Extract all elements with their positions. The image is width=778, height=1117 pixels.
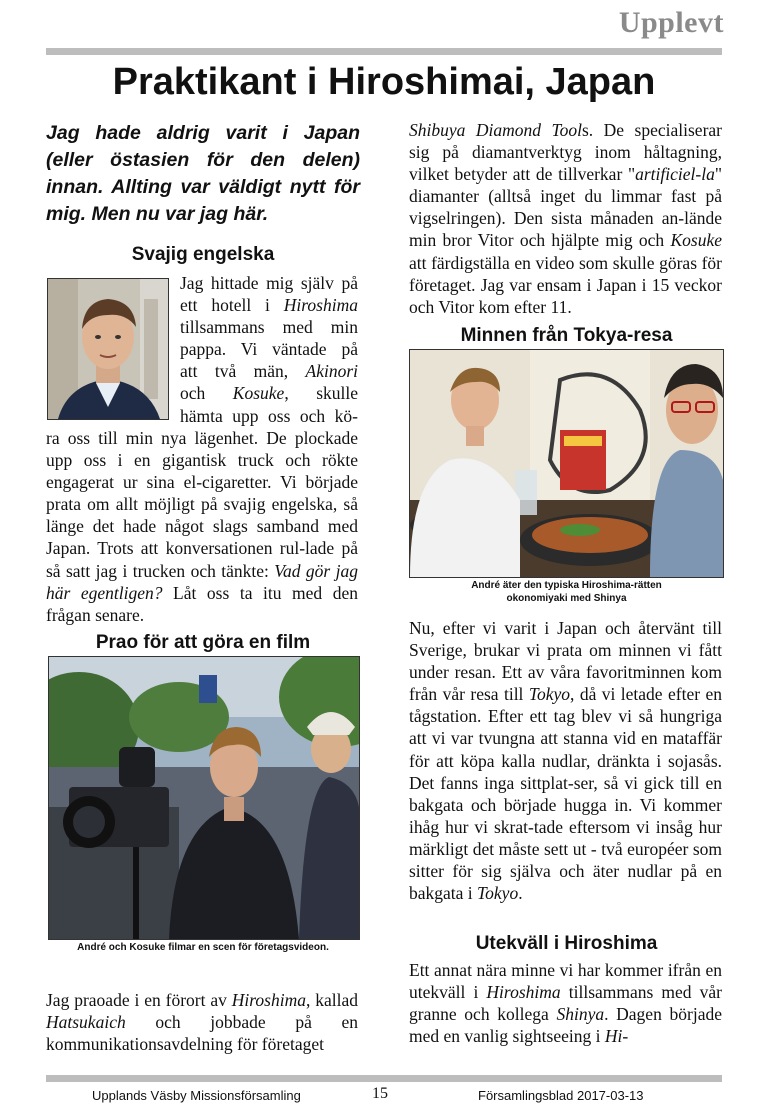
dinner-photo [409,349,724,578]
wrap-line: pappa. Vi väntade på [180,339,358,360]
footer-organization: Upplands Väsby Missionsförsamling [92,1088,301,1103]
footer-issue: Församlingsblad 2017-03-13 [478,1088,644,1103]
heading-utekvall: Utekväll i Hiroshima [475,933,658,954]
caption-line: André äter den typiska Hiroshima-rätten [471,580,662,591]
heading-minnen: Minnen från Tokya-resa [460,325,673,346]
top-rule [46,48,722,55]
bottom-rule [46,1075,722,1082]
lead-paragraph: Jag hade aldrig varit i Japan (eller östasien för den delen) innan. Allting var väldigt nytt för mig. Men nu var jag här. [46,122,360,225]
heading-prao: Prao för att göra en film [95,632,311,653]
wrap-line: tillsammans med min [180,317,358,338]
minnen-text: Nu, efter vi varit i Japan och återvänt till Sverige, brukar vi prata om minnen vi fått under resan. Ett av våra favoritminnen kom från vår resa till Tokyo, då vi letade efter en tågstation. Efter ett tag blev vi så hungriga att vi var tvungna att stanna vid en mataffär för att köpa kalla nudlar, dränkta i sojasås. Det fanns inga sittplat-ser, så vi gick till en bakgata och började hugga in. Vi kommer ihåg hur vi skrat-tade eftersom vi insåg hur märkligt det måste sett ut - två européer som sitter för sig själva och äter nudlar på en bakgata i Tokyo. [409,618,722,904]
filming-photo [48,656,360,940]
wrap-line: och Kosuke, skulle [180,383,358,404]
page-title: Praktikant i Hiroshimai, Japan [112,61,656,103]
portrait-image [48,279,168,419]
wrap-line: att två män, Akinori [180,361,358,382]
prao-text: Jag praoade i en förort av Hiroshima, kallad Hatsukaich och jobbade på en kommunikationsavdelning för företaget [46,990,358,1055]
dinner-image [410,350,723,577]
caption-prao: André och Kosuke filmar en scen för företagsvideon. [77,942,329,953]
wrap-line: hämta upp oss och kö- [180,405,358,426]
heading-svajig: Svajig engelska [131,244,275,265]
wrap-line: ett hotell i Hiroshima [180,295,358,316]
wrap-line: Jag hittade mig själv på [180,273,358,293]
caption-minnen [409,579,724,605]
col2-top-text: Shibuya Diamond Tools. De specialiserar sig på diamantverktyg inom håltagning, vilket betyder att de tillverkar "artificiel-la" diamanter (alltså inget du limmar fast på vigselringen). Den sista månaden an-lände min bror Vitor och hjälpte mig och Kosuke att färdigställa en video som skulle göras för företaget. Jag var ensam i Japan i 15 veckor och Vitor kom efter 11. [409,120,722,317]
portrait-photo [47,278,169,420]
section-tag: Upplevt [618,6,724,39]
filming-image [49,657,359,939]
svajig-wrap-text [180,272,358,427]
page-number: 15 [372,1085,388,1102]
caption-line: okonomiyaki med Shinya [506,593,627,604]
svajig-text: ra oss till min nya lägenhet. De plockade upp oss i en gigantisk truck och rökte engagerat ur sina el-cigaretter. Vi började prata om allt möjligt på svajig engelska, så länge det hade något slags samband med Japan. Trots att konversationen rul-lade på så satt jag i trucken och tänkte: Vad gör jag här egentligen? Låt oss ta itu med den frågan senare. [46,428,358,625]
utekvall-text: Ett annat nära minne vi har kommer ifrån en utekväll i Hiroshima tillsammans med vår granne och kollega Shinya. Dagen började med en vanlig sightseeing i Hi- [409,960,722,1047]
